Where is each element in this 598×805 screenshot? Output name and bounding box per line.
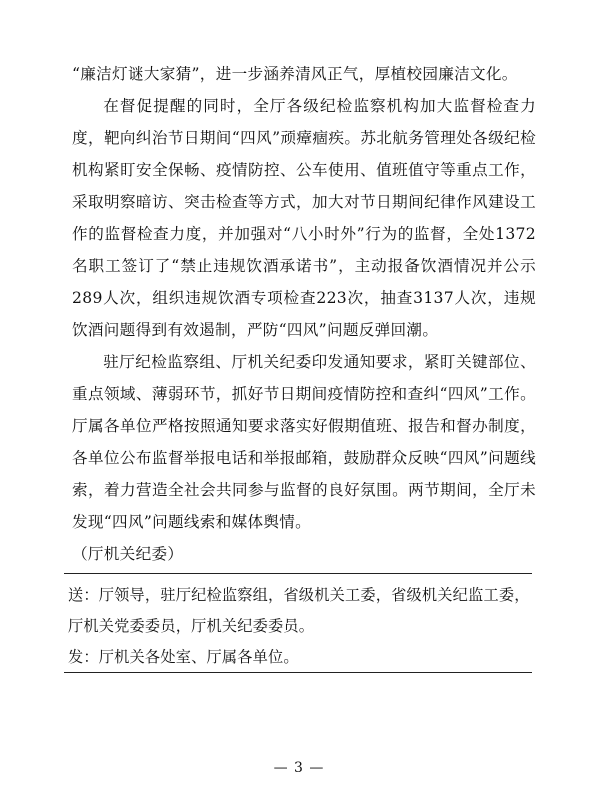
- distribution-block: [68, 580, 532, 673]
- bottom-divider: [64, 672, 532, 673]
- paragraph-continuation: “廉洁灯谜大家猜”，进一步涵养清风正气，厚植校园廉洁文化。: [72, 65, 518, 83]
- body-text: [72, 58, 536, 570]
- signature: （厅机关纪委）: [72, 545, 184, 563]
- page-number: — 3 —: [273, 760, 325, 776]
- issue-to-line: 发：厅机关各处室、厅属各单位。: [68, 648, 299, 666]
- top-divider: [64, 573, 532, 574]
- send-to-line-1: 送：厅领导，驻厅纪检监察组，省级机关工委，省级机关纪监工委，: [68, 586, 530, 604]
- send-to-line-2: 厅机关党委委员，厅机关纪委委员。: [68, 617, 315, 635]
- paragraph-notice: 驻厅纪检监察组、厅机关纪委印发通知要求，紧盯关键部位、重点领域、薄弱环节，抓好节日期间疫情防控和查纠“四风”工作。厅属各单位严格按照通知要求落实好假期值班、报告和督办制度，各单位公布监督举报电话和举报邮箱，鼓励群众反映“四风”问题线索，着力营造全社会共同参与监督的良好氛围。两节期间，全厅未发现“四风”问题线索和媒体舆情。: [72, 353, 536, 531]
- paragraph-supervision: 在督促提醒的同时，全厅各级纪检监察机构加大监督检查力度，靶向纠治节日期间“四风”顽瘴痼疾。苏北航务管理处各级纪检机构紧盯安全保畅、疫情防控、公车使用、值班值守等重点工作，采取明察暗访、突击检查等方式，加大对节日期间纪律作风建设工作的监督检查力度，并加强对“八小时外”行为的监督，全处1372名职工签订了“禁止违规饮酒承诺书”，主动报备饮酒情况并公示289人次，组织违规饮酒专项检查223次，抽查3137人次，违规饮酒问题得到有效遏制，严防“四风”问题反弹回潮。: [72, 97, 536, 339]
